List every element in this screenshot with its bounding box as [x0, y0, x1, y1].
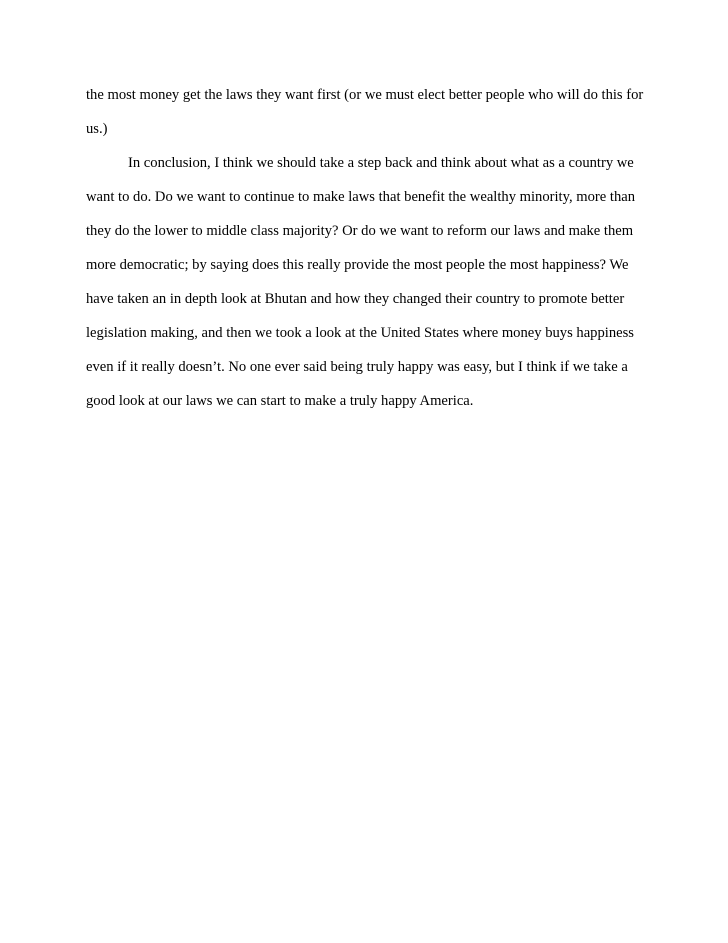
paragraph-line: want to do. Do we want to continue to make laws that benefit the wealthy minority, more than	[86, 189, 636, 205]
paragraph-line: legislation making, and then we took a look at the United States where money buys happiness	[86, 325, 634, 341]
paragraph-line: good look at our laws we can start to make a truly happy America.	[86, 393, 474, 409]
paragraph-line: more democratic; by saying does this really provide the most people the most happiness? We	[86, 257, 629, 273]
paragraph-line: the most money get the laws they want first (or we must elect better people who will do this for	[86, 87, 644, 103]
paragraph-line: they do the lower to middle class majority? Or do we want to reform our laws and make them	[86, 223, 634, 239]
paragraph-line: us.)	[86, 121, 108, 137]
paragraph-line: have taken an in depth look at Bhutan and how they changed their country to promote better	[86, 291, 625, 307]
paragraph-line: In conclusion, I think we should take a step back and think about what as a country we	[128, 155, 634, 171]
paragraph-line: even if it really doesn’t. No one ever said being truly happy was easy, but I think if we take a	[86, 359, 628, 375]
